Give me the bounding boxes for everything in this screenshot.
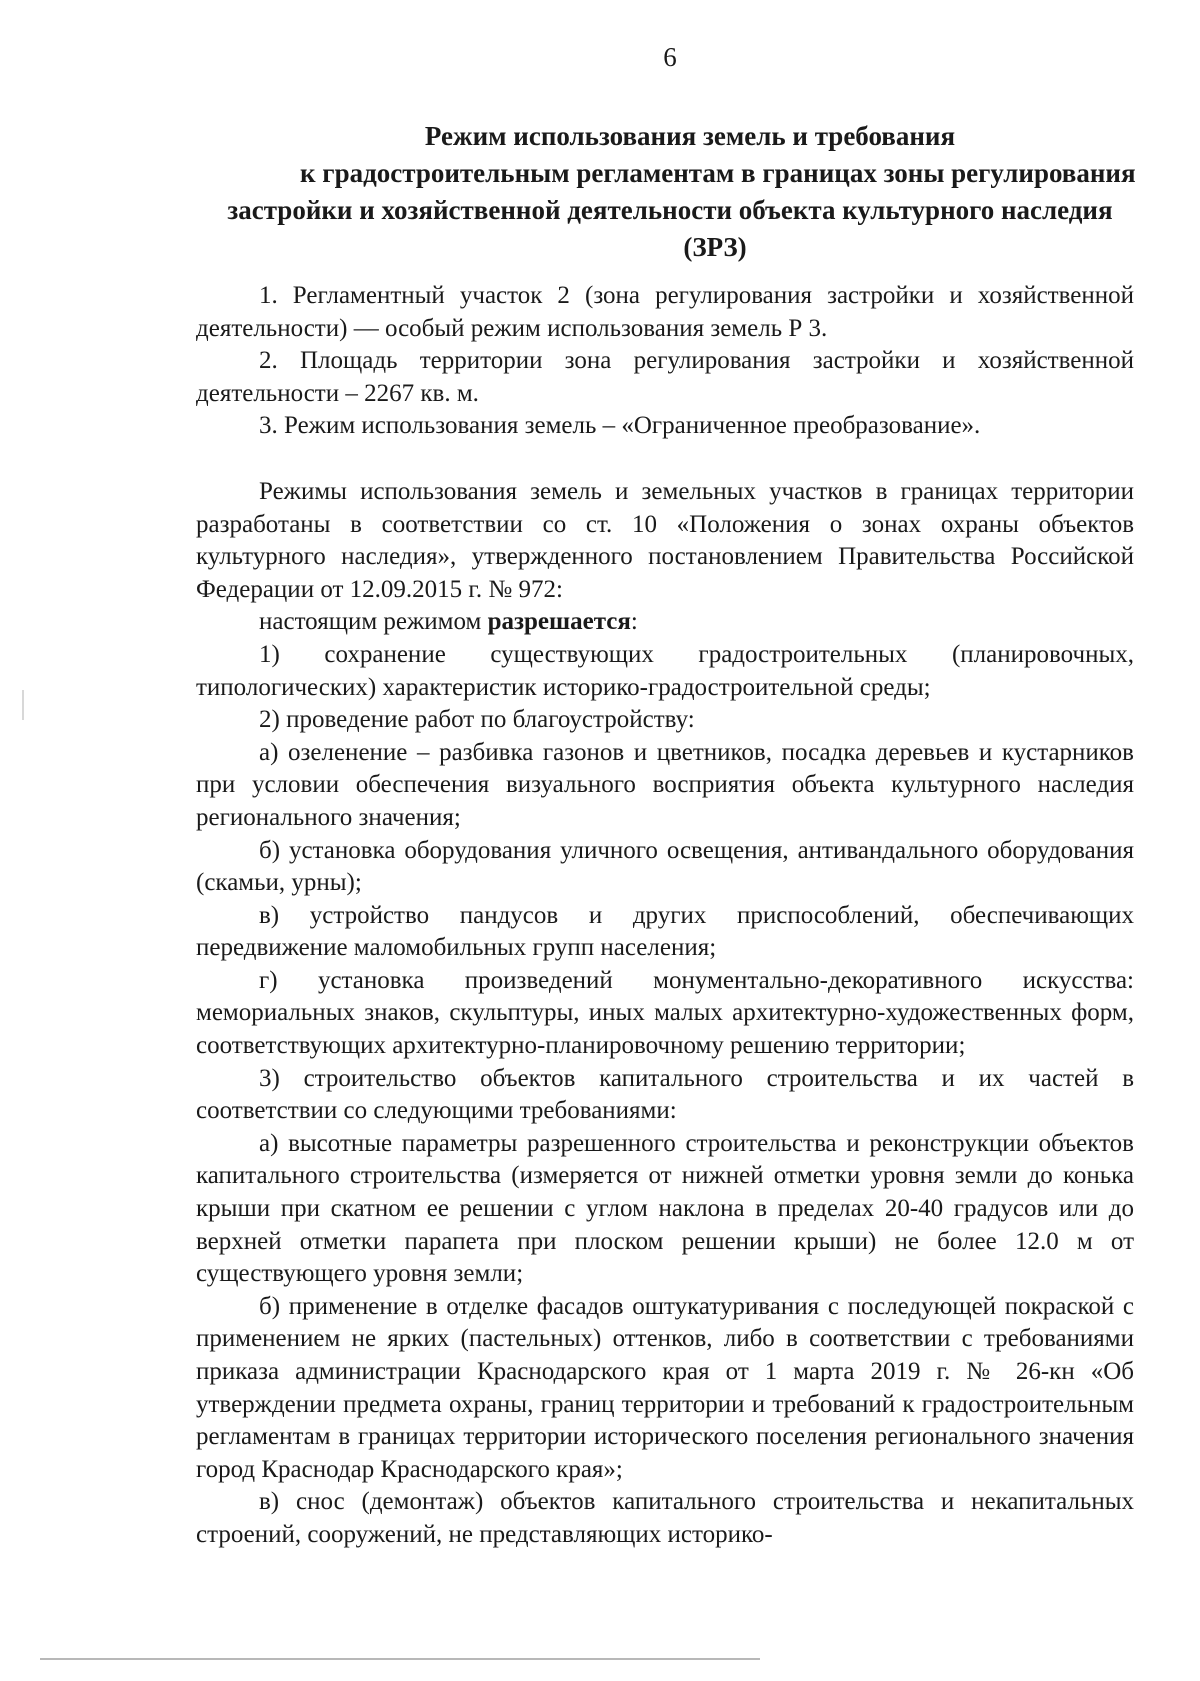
document-body <box>196 280 1134 1552</box>
paragraph-item-3: 3. Режим использования земель – «Ограниченное преобразование». <box>259 412 981 440</box>
allowed-suffix: : <box>630 608 638 636</box>
scan-bottom-edge <box>40 1658 760 1660</box>
paragraph-point-2: 2) проведение работ по благоустройству: <box>259 706 695 734</box>
paragraph-point-3a: а) высотные параметры разрешенного строительства и реконструкции объектов капитального строительства (измеряется от нижней отметки уровня земли до конька крыши при скатном ее решении с углом наклона в пределах 20-40 градусов или до верхней отметки парапета при плоском решении крыши) не более 12.0 м от существующего уровня земли; <box>196 1129 1134 1288</box>
paragraph-point-3b: б) применение в отделке фасадов оштукатуривания с последующей покраской с применением не ярких (пастельных) оттенков, либо в соответствии с требованиями приказа администрации Краснодарского края от 1 марта 2019 г. № 26-кн «Об утверждении предмета охраны, границ территории и требований к градостроительным регламентам в границах территории исторического поселения регионального значения город Краснодар Краснодарского края»; <box>196 1292 1134 1483</box>
paragraph-point-2a: а) озеленение – разбивка газонов и цветников, посадка деревьев и кустарников при условии обеспечения визуального восприятия объекта культурного наследия регионального значения; <box>196 738 1134 831</box>
paragraph-point-3c: в) снос (демонтаж) объектов капитального строительства и некапитальных строений, сооружений, не представляющих историко- <box>196 1488 1134 1548</box>
title-line-4: (ЗРЗ) <box>683 232 747 262</box>
paragraph-point-2d: г) установка произведений монументально-декоративного искусства: мемориальных знаков, скульптуры, иных малых архитектурно-художественных форм, соответствующих архитектурно-планировочному решению территории; <box>196 966 1134 1060</box>
paragraph-item-1: 1. Регламентный участок 2 (зона регулирования застройки и хозяйственной деятельности) — особый режим использования земель Р 3. <box>196 282 1134 342</box>
document-title <box>210 118 1136 266</box>
paragraph-item-2: 2. Площадь территории зона регулирования застройки и хозяйственной деятельности – 2267 кв. м. <box>196 347 1134 407</box>
paragraph-intro: Режимы использования земель и земельных участков в границах территории разработаны в соответствии со ст. 10 «Положения о зонах охраны объектов культурного наследия», утвержденного постановлением Правительства Российской Федерации от 12.09.2015 г. № 972: <box>196 477 1134 603</box>
paragraph-point-2c: в) устройство пандусов и других приспособлений, обеспечивающих передвижение маломобильных групп населения; <box>196 901 1134 962</box>
allowed-prefix: настоящим режимом <box>259 608 488 636</box>
title-line-2: к градостроительным регламентам в границах зоны регулирования <box>300 158 1136 188</box>
title-line-3: застройки и хозяйственной деятельности объекта культурного наследия <box>227 195 1113 225</box>
title-line-1: Режим использования земель и требования <box>424 121 956 151</box>
paragraph-allowed <box>196 606 1134 639</box>
paragraph-point-1: 1) сохранение существующих градостроительных (планировочных, типологических) характеристик историко-градостроительной среды; <box>196 640 1134 701</box>
page-number: 6 <box>663 42 677 72</box>
scan-artifact <box>22 690 24 720</box>
paragraph-point-2b: б) установка оборудования уличного освещения, антивандального оборудования (скамьи, урны); <box>196 836 1134 897</box>
allowed-bold: разрешается <box>487 608 631 636</box>
paragraph-point-3: 3) строительство объектов капитального строительства и их частей в соответствии со следующими требованиями: <box>196 1064 1134 1125</box>
paragraph-gap <box>196 443 1134 476</box>
